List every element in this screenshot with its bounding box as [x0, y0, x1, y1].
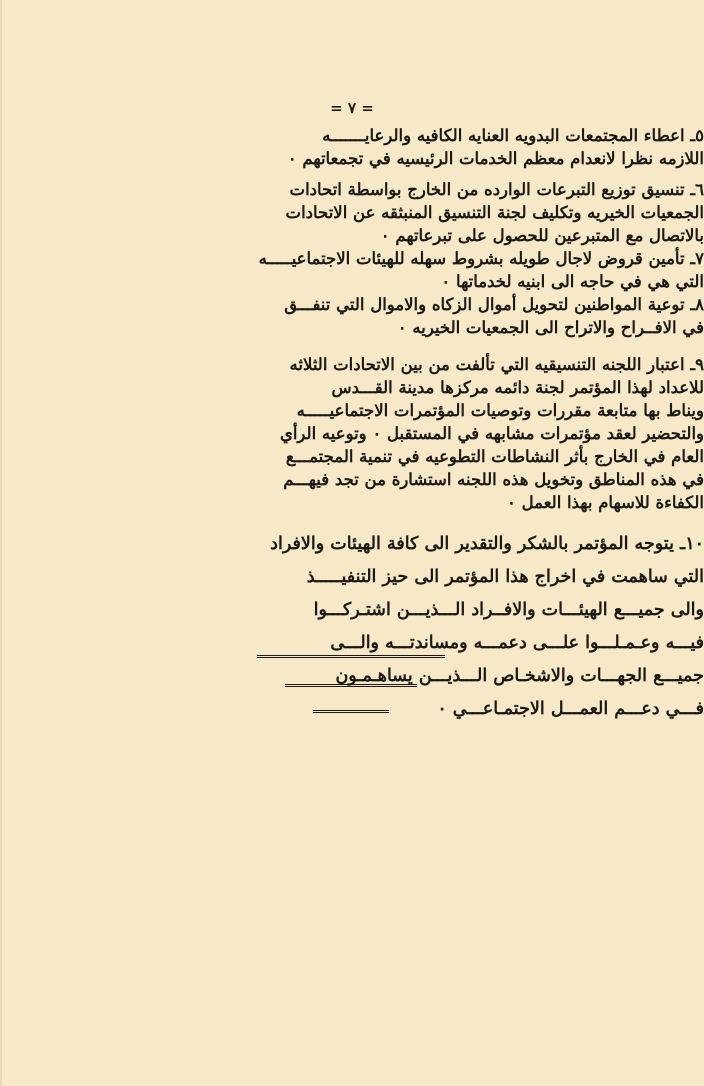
- text-line: التي ساهمت في اخراج هذا المؤتمر الى حيز التنفيـــــذ: [306, 567, 704, 587]
- text-line: ويناط بها متابعة مقررات وتوصيات المؤتمرات الاجتماعيـــــه: [296, 401, 704, 420]
- text-line: فـــي دعـــم العمـــل الاجتمـاعـــي ٠: [437, 699, 704, 719]
- text-line: والى جميـــع الهيئـــات والافــراد الـــذيـــن اشتـركـــوا: [313, 600, 704, 620]
- text-line: في الافــراح والاتراح الى الجمعيات الخيريه ٠: [397, 318, 704, 337]
- text-line: والتحضير لعقد مؤتمرات مشابهه في المستقبل ٠ وتوعيه الرأي: [279, 424, 704, 443]
- text-line: التي هي في حاجه الى ابنيه لخدماتها ٠: [441, 272, 704, 291]
- text-line: ٥ـ اعطاء المجتمعات البدويه العنايه الكافيه والرعايـــــــه: [322, 126, 704, 145]
- resolution-item-8: [112, 293, 704, 339]
- resolution-item-7: [112, 247, 704, 293]
- closing-rule-3: [313, 710, 389, 713]
- text-line: فيـــه وعـمـلـــوا علـــى دعمـــه ومساندتـــه والـــى: [330, 633, 704, 653]
- closing-rule-2: [285, 684, 417, 687]
- resolution-item-6: [112, 178, 704, 247]
- text-line: ١٠ـ يتوجه المؤتمر بالشكر والتقدير الى كافة الهيئات والافراد: [270, 534, 704, 554]
- resolutions-text: [112, 124, 704, 726]
- text-line: اللازمه نظرا لانعدام معظم الخدمات الرئيسيه في تجمعاتهم ٠: [287, 149, 704, 168]
- text-line: العام في الخارج بأثر النشاطات التطوعيه في تنمية المجتمـــع: [285, 447, 704, 466]
- text-line: ٦ـ تنسيق توزيع التبرعات الوارده من الخارج بواسطة اتحادات: [289, 180, 704, 199]
- closing-rule-1: [257, 655, 445, 658]
- resolution-item-9: [112, 353, 704, 514]
- text-line: للاعداد لهذا المؤتمر لجنة دائمه مركزها مدينة القـــدس: [331, 378, 704, 397]
- resolution-item-5: [112, 124, 704, 170]
- text-line: الكفاءة للاسهام بهذا العمل ٠: [507, 493, 704, 512]
- page-number: = ٧ =: [330, 99, 374, 117]
- text-line: ٩ـ اعتبار اللجنه التنسيقيه التي تألفت من بين الاتحادات الثلاثه: [289, 355, 704, 374]
- text-line: بالاتصال مع المتبرعين للحصول على تبرعاتهم ٠: [380, 226, 704, 245]
- resolution-item-10: [112, 528, 704, 726]
- text-line: جميـــع الجهـــات والاشخـاص الـــذيـــن يساهـمـون: [335, 666, 704, 686]
- text-line: ٨ـ توعية المواطنين لتحويل أموال الزكاه والاموال التي تنفـــق: [284, 295, 704, 314]
- text-line: في هذه المناطق وتخويل هذه اللجنه استشارة من تجد فيهـــم: [283, 470, 704, 489]
- text-line: الجمعيات الخيريه وتكليف لجنة التنسيق المنبثقه عن الاتحادات: [285, 203, 704, 222]
- text-line: ٧ـ تأمين قروض لاجال طويله بشروط سهله للهيئات الاجتماعيـــــه: [258, 249, 704, 268]
